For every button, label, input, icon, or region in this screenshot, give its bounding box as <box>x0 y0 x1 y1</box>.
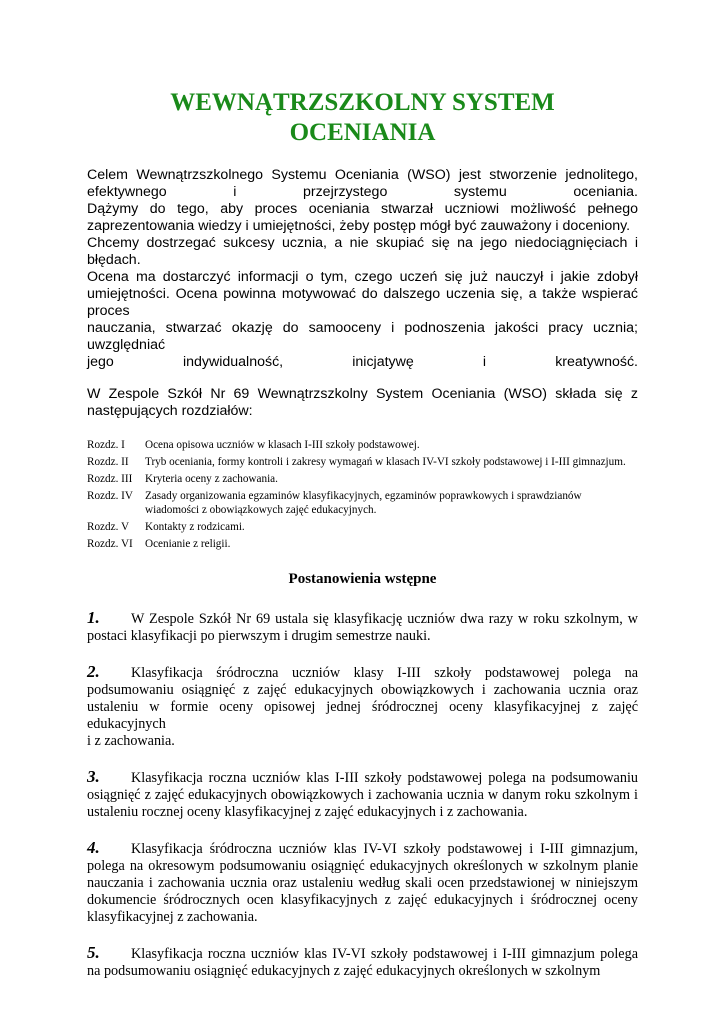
composition-paragraph: W Zespole Szkół Nr 69 Wewnątrzszkolny System Oceniania (WSO) składa się z następujących rozdziałów: <box>87 386 638 419</box>
provision-continuation: i z zachowania. <box>87 733 175 749</box>
provision-text: Klasyfikacja śródroczna uczniów klasy I-III szkoły podstawowej polega na podsumowaniu osiągnięć z zajęć edukacyjnych obowiązkowych i zachowania ucznia oraz ustaleniu w formie oceny opisowej jednej śródrocznej oceny klasyfikacyjnej z zajęć edukacyjnych <box>87 665 638 732</box>
chapter-item <box>87 472 638 486</box>
title-line-1: WEWNĄTRZSZKOLNY SYSTEM <box>170 89 555 116</box>
title-line-2: OCENIANIA <box>289 119 436 146</box>
document-page <box>87 88 638 994</box>
provision-text: W Zespole Szkół Nr 69 ustala się klasyfikację uczniów dwa razy w roku szkolnym, w postaci klasyfikacji po pierwszym i drugim semestrze nauki. <box>87 611 638 644</box>
chapter-code: Rozdz. II <box>87 456 129 468</box>
intro-line: zaprezentowania wiedzy i umiejętności, żeby postęp mógł być zauważony i doceniony. <box>87 218 631 234</box>
chapter-code: Rozdz. IV <box>87 490 133 502</box>
intro-line: Dążymy do tego, aby proces oceniania stwarzał uczniowi możliwość pełnego <box>87 201 638 217</box>
chapter-text: Kontakty z rodzicami. <box>145 521 245 533</box>
provision-number: 2. <box>87 662 100 681</box>
chapter-text: Tryb oceniania, formy kontroli i zakresy wymagań w klasach IV-VI szkoły podstawowej i I-III gimnazjum. <box>145 456 626 468</box>
intro-line: Celem Wewnątrzszkolnego Systemu Oceniania (WSO) jest stworzenie jednolitego, <box>87 167 638 183</box>
chapter-text: Ocenianie z religii. <box>145 538 231 550</box>
intro-line: nauczania, stwarzać okazję do samooceny i podnoszenia jakości pracy ucznia; uwzględniać <box>87 320 638 353</box>
provision-item <box>87 663 638 750</box>
intro-line: Chcemy dostrzegać sukcesy ucznia, a nie skupiać się na jego niedociągnięciach i błędach. <box>87 235 638 268</box>
provision-number: 1. <box>87 608 100 627</box>
chapter-item <box>87 455 638 469</box>
chapter-text: Zasady organizowania egzaminów klasyfikacyjnych, egzaminów poprawkowych i sprawdzianów wiadomości z obowiązkowych zajęć edukacyjnych. <box>145 490 582 516</box>
provision-number: 3. <box>87 767 100 786</box>
chapter-list <box>87 438 638 551</box>
chapter-item <box>87 489 638 517</box>
section-title: Postanowienia wstępne <box>288 571 437 587</box>
intro-line: jego indywidualność, inicjatywę i kreatywność. <box>87 354 638 370</box>
provisions-list <box>87 609 638 980</box>
intro-paragraph <box>87 167 638 371</box>
intro-line: Ocena ma dostarczyć informacji o tym, czego uczeń się już nauczył i jakie zdobył <box>87 269 638 285</box>
provision-item <box>87 944 638 980</box>
chapter-text: Kryteria oceny z zachowania. <box>145 473 278 485</box>
chapter-code: Rozdz. V <box>87 521 130 533</box>
chapter-code: Rozdz. VI <box>87 538 133 550</box>
chapter-item <box>87 520 638 534</box>
chapter-text: Ocena opisowa uczniów w klasach I-III szkoły podstawowej. <box>145 439 420 451</box>
provision-number: 5. <box>87 943 100 962</box>
document-title <box>87 88 638 148</box>
provision-item <box>87 768 638 821</box>
chapter-code: Rozdz. III <box>87 473 133 485</box>
chapter-item <box>87 537 638 551</box>
provision-text: Klasyfikacja roczna uczniów klas I-III szkoły podstawowej polega na podsumowaniu osiągnięć z zajęć edukacyjnych obowiązkowych i zachowania ucznia w danym roku szkolnym i ustaleniu rocznej oceny klasyfikacyjnej z zajęć edukacyjnych i z zachowania. <box>87 770 638 820</box>
provision-item <box>87 839 638 926</box>
provision-text: Klasyfikacja roczna uczniów klas IV-VI szkoły podstawowej i I-III gimnazjum polega na podsumowaniu osiągnięć edukacyjnych z zajęć edukacyjnych określonych w szkolnym <box>87 946 638 979</box>
chapter-item <box>87 438 638 452</box>
provision-item <box>87 609 638 645</box>
intro-line: umiejętności. Ocena powinna motywować do dalszego uczenia się, a także wspierać proces <box>87 286 638 319</box>
chapter-code: Rozdz. I <box>87 439 125 451</box>
intro-line: efektywnego i przejrzystego systemu oceniania. <box>87 184 638 200</box>
provision-text: Klasyfikacja śródroczna uczniów klas IV-VI szkoły podstawowej i I-III gimnazjum, polega na okresowym podsumowaniu osiągnięć edukacyjnych określonych w szkolnym planie nauczania i zachowania ucznia oraz ustaleniu według skali ocen przedstawionej w niniejszym dokumencie śródrocznych ocen klasyfikacyjnych z zajęć edukacyjnych i śródrocznej oceny klasyfikacyjnej z zachowania. <box>87 841 638 925</box>
provision-number: 4. <box>87 838 100 857</box>
